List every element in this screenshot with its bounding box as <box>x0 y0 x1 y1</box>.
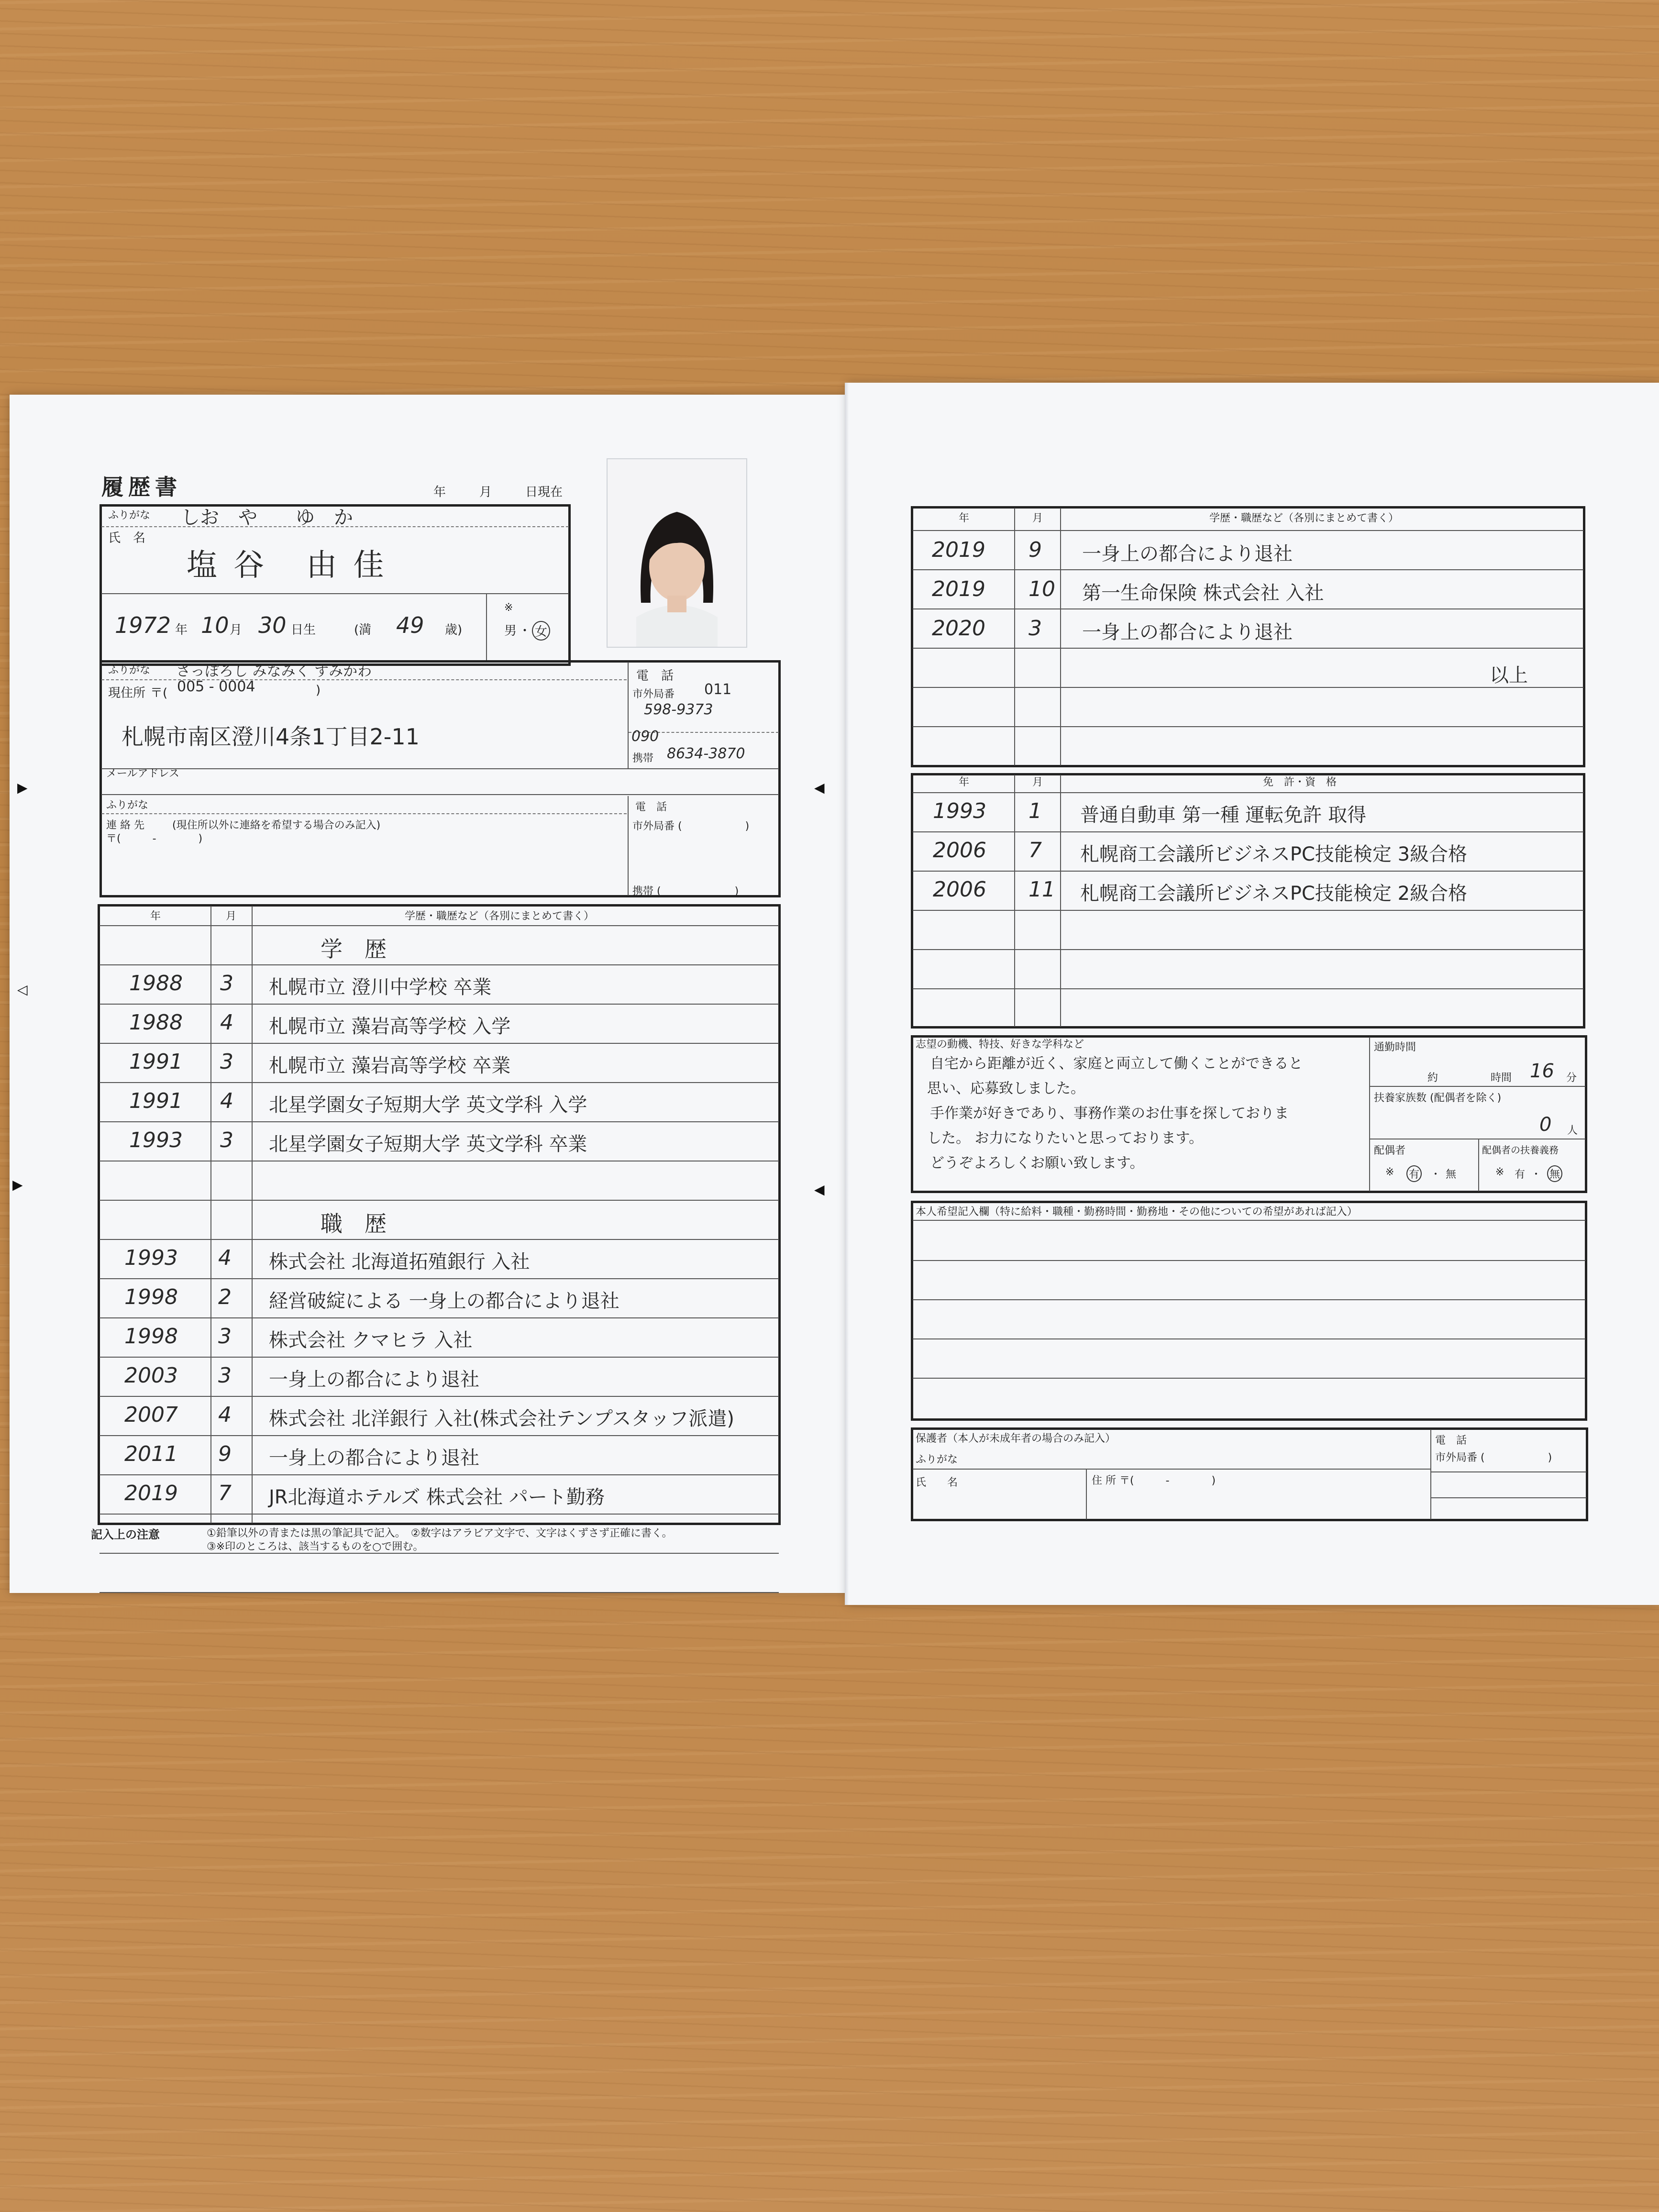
birth-day-suffix: 日生 <box>291 623 316 637</box>
spouse-sep: ・ <box>1430 1169 1441 1181</box>
history-row-line <box>100 1553 779 1554</box>
row-month: 3 <box>1029 616 1042 641</box>
commute-min-unit: 分 <box>1566 1072 1577 1084</box>
notes-line-1: ①鉛筆以外の青または黒の筆記具で記入。 ②数字はアラビア文字で、文字はくずさず正確に書く。 <box>207 1527 673 1539</box>
contact-postal: 〒( - ) <box>106 833 203 845</box>
name-value: 塩谷 由佳 <box>187 548 400 583</box>
notes-line-2: ③※印のところは、該当するものを○で囲む。 <box>207 1541 424 1553</box>
rh-row-line <box>913 726 1583 727</box>
contact-mobile-label: 携帯 ( ) <box>632 885 739 897</box>
history-header-month: 月 <box>226 910 237 922</box>
row-text: 北星学園女子短期大学 英文学科 卒業 <box>269 1133 587 1155</box>
postal-suffix: ) <box>316 683 321 697</box>
history-year-col-divider <box>210 906 211 1523</box>
spouse-label: 配偶者 <box>1374 1145 1406 1157</box>
row-text: 北星学園女子短期大学 英文学科 入学 <box>269 1094 587 1116</box>
lic-header-month: 月 <box>1032 776 1043 788</box>
row-year: 2019 <box>124 1481 178 1505</box>
row-year: 1998 <box>124 1285 178 1309</box>
gender-note: ※ <box>504 602 513 614</box>
lic-header-divider <box>913 792 1583 793</box>
row-year: 2019 <box>932 577 985 601</box>
gender-male: 男 <box>504 624 517 638</box>
rh-header-year: 年 <box>959 512 970 524</box>
history-row-line <box>100 1121 779 1122</box>
phone-number: 598-9373 <box>644 701 713 718</box>
guardian-name-divider <box>1086 1469 1087 1519</box>
history-row-line <box>100 1357 779 1358</box>
contact-label: 連 絡 先 <box>106 819 144 831</box>
motivation-line: どうぞよろしくお願い致します。 <box>930 1155 1144 1172</box>
history-end-mark: 以上 <box>1490 664 1528 686</box>
rh-header-divider <box>913 530 1583 531</box>
birth-month-suffix: 月 <box>230 623 243 637</box>
row-text: 一身上の都合により退社 <box>1082 621 1293 643</box>
motivation-label: 志望の動機、特技、好きな学科など <box>916 1039 1084 1051</box>
history-row-line <box>100 1200 779 1201</box>
row-year: 2019 <box>932 538 985 562</box>
contact-furigana-divider <box>101 813 627 814</box>
row-month: 3 <box>218 1324 232 1349</box>
row-text: 札幌商工会議所ビジネスPC技能検定 3級合格 <box>1080 843 1468 865</box>
address-furigana-label: ふりがな <box>108 664 151 676</box>
lic-row-line <box>913 949 1583 950</box>
birth-day: 30 <box>258 612 287 638</box>
row-text: 株式会社 北洋銀行 入社(株式会社テンプスタッフ派遣) <box>269 1408 735 1430</box>
row-year: 2011 <box>124 1442 178 1466</box>
history-row-line <box>100 1396 779 1397</box>
history-row-line <box>100 1239 779 1240</box>
request-block <box>911 1201 1587 1421</box>
row-text: 株式会社 クマヒラ 入社 <box>269 1329 473 1351</box>
motivation-line: した。 お力になりたいと思っております。 <box>927 1130 1204 1147</box>
resume-title: 履歴書 <box>101 474 182 500</box>
row-month: 7 <box>1029 838 1042 863</box>
row-month: 3 <box>220 1128 233 1152</box>
notes-label: 記入上の注意 <box>91 1528 160 1541</box>
history-row-line <box>100 1278 779 1279</box>
lic-header-desc: 免 許・資 格 <box>1263 776 1337 788</box>
margin-marker-4: ◀ <box>814 780 825 796</box>
guardian-phone-label: 電 話 <box>1435 1435 1467 1447</box>
guardian-area-label: 市外局番 ( ) <box>1435 1452 1552 1464</box>
phone-label: 電 話 <box>636 669 674 683</box>
gender-female-circled: 女 <box>532 621 550 641</box>
margin-marker-2: ◁ <box>17 982 28 997</box>
row-text: 経営破綻による 一身上の都合により退社 <box>269 1290 619 1312</box>
spouse-support-yes: 有 <box>1515 1169 1526 1181</box>
rh-row-line <box>913 608 1583 609</box>
id-photo <box>607 458 747 648</box>
row-year: 1993 <box>124 1246 178 1270</box>
spouse-support-sep: ・ <box>1531 1169 1542 1181</box>
history-row-line <box>100 1435 779 1436</box>
row-month: 4 <box>218 1246 232 1270</box>
guardian-furigana-label: ふりがな <box>916 1454 958 1466</box>
guardian-row-divider <box>913 1469 1430 1470</box>
mobile-label: 携帯 <box>632 752 654 764</box>
furigana-value: しお や ゆ か <box>181 507 353 529</box>
commute-value: 16 <box>1530 1060 1554 1082</box>
row-month: 3 <box>220 971 233 995</box>
row-year: 1993 <box>129 1128 183 1152</box>
row-month: 9 <box>218 1442 232 1466</box>
row-text: 札幌市立 藻岩高等学校 入学 <box>269 1016 511 1038</box>
guardian-address-label: 住 所 〒( - ) <box>1092 1475 1216 1487</box>
birth-year: 1972 <box>115 612 171 638</box>
name-divider <box>101 593 569 594</box>
rh-row-line <box>913 569 1583 570</box>
contact-note: (現住所以外に連絡を希望する場合のみ記入) <box>172 819 381 831</box>
row-month: 7 <box>218 1481 232 1505</box>
row-year: 1993 <box>933 799 986 823</box>
page-fold <box>845 383 849 1605</box>
postal-prefix: 〒( <box>150 686 168 700</box>
request-label: 本人希望記入欄（特に給料・職種・勤務時間・勤務地・その他についての希望があれば記入） <box>916 1206 1358 1218</box>
request-line-3 <box>913 1299 1585 1300</box>
age-prefix: (満 <box>354 623 372 637</box>
history-header-desc: 学歴・職歴など（各別にまとめて書く） <box>405 910 595 922</box>
row-year: 1998 <box>124 1324 178 1349</box>
history-row-line <box>100 1043 779 1044</box>
row-year: 2007 <box>124 1403 178 1427</box>
row-text: 一身上の都合により退社 <box>269 1447 479 1469</box>
guardian-label: 保護者（本人が未成年者の場合のみ記入） <box>916 1433 1116 1445</box>
phone-divider <box>628 662 629 768</box>
row-month: 4 <box>218 1403 232 1427</box>
contact-phone-label: 電 話 <box>635 801 667 813</box>
request-line-5 <box>913 1378 1585 1379</box>
rh-header-desc: 学歴・職歴など（各別にまとめて書く） <box>1209 512 1399 524</box>
motivation-line: 手作業が好きであり、事務作業のお仕事を探しておりま <box>930 1105 1289 1122</box>
motivation-divider <box>1369 1037 1370 1191</box>
spouse-support-no-circled: 無 <box>1547 1165 1562 1182</box>
spouse-yes-circled: 有 <box>1406 1165 1422 1182</box>
request-line-4 <box>913 1338 1585 1339</box>
request-line-2 <box>913 1260 1585 1261</box>
furigana-label: ふりがな <box>108 509 151 521</box>
margin-marker-5: ◀ <box>814 1182 825 1197</box>
row-month: 9 <box>1029 538 1042 562</box>
postal-value: 005 - 0004 <box>177 678 255 695</box>
history-row-line <box>100 1082 779 1083</box>
row-month: 4 <box>220 1089 233 1113</box>
row-month: 3 <box>218 1363 232 1388</box>
history-row-line <box>100 1317 779 1318</box>
history-row-line <box>100 1514 779 1515</box>
email-divider <box>101 768 779 769</box>
lic-row-line <box>913 910 1583 911</box>
dependents-label: 扶養家族数 (配偶者を除く) <box>1374 1092 1502 1104</box>
birth-year-suffix: 年 <box>175 623 188 637</box>
rh-row-line <box>913 687 1583 688</box>
row-text: 札幌市立 澄川中学校 卒業 <box>269 976 492 998</box>
history-row-line <box>100 964 779 965</box>
commute-label: 通勤時間 <box>1374 1041 1416 1053</box>
spouse-support-label: 配偶者の扶養義務 <box>1482 1144 1559 1156</box>
row-month: 11 <box>1029 877 1055 902</box>
row-month: 4 <box>220 1010 233 1035</box>
row-year: 2006 <box>933 838 986 863</box>
guardian-phone-row-divider <box>1431 1471 1586 1472</box>
address-value: 札幌市南区澄川4条1丁目2-11 <box>122 724 420 750</box>
row-text: 一身上の都合により退社 <box>269 1369 479 1391</box>
mobile-number: 8634-3870 <box>667 745 745 762</box>
row-month: 2 <box>218 1285 232 1309</box>
commute-divider <box>1370 1086 1585 1087</box>
contact-furigana-label: ふりがな <box>106 799 149 811</box>
address-label: 現住所 <box>108 686 146 700</box>
row-month: 10 <box>1029 577 1055 601</box>
row-text: 一身上の都合により退社 <box>1082 543 1293 565</box>
lic-header-year: 年 <box>959 776 970 788</box>
history-row-line <box>100 1474 779 1475</box>
row-text: 普通自動車 第一種 運転免許 取得 <box>1080 804 1367 826</box>
motivation-line: 思い、応募致しました。 <box>927 1080 1085 1097</box>
row-year: 1988 <box>129 971 183 995</box>
guardian-phone-row-divider-2 <box>1431 1497 1586 1498</box>
row-text: 札幌市立 藻岩高等学校 卒業 <box>269 1055 511 1077</box>
dependents-value: 0 <box>1539 1114 1552 1136</box>
history-row-line <box>100 1004 779 1005</box>
row-month: 3 <box>220 1050 233 1074</box>
commute-prefix: 約 <box>1427 1072 1438 1084</box>
request-line-1 <box>913 1220 1585 1221</box>
margin-marker-3: ▶ <box>12 1177 23 1193</box>
dependents-unit: 人 <box>1567 1125 1578 1137</box>
education-heading: 学 歴 <box>321 936 387 962</box>
row-text: 第一生命保険 株式会社 入社 <box>1082 582 1324 604</box>
rh-row-line <box>913 648 1583 649</box>
work-heading: 職 歴 <box>321 1211 387 1237</box>
motivation-line: 自宅から距離が近く、家庭と両立して働くことができると <box>930 1055 1303 1072</box>
rh-header-month: 月 <box>1032 512 1043 524</box>
date-month-label: 月 <box>479 485 492 499</box>
phone-area-value: 011 <box>704 681 732 698</box>
spouse-support-note: ※ <box>1495 1166 1504 1178</box>
margin-marker-1: ▶ <box>17 780 28 796</box>
history-row-line <box>100 1592 779 1593</box>
row-text: 札幌商工会議所ビジネスPC技能検定 2級合格 <box>1080 883 1468 905</box>
row-year: 2003 <box>124 1363 178 1388</box>
email-label: メールアドレス <box>106 768 179 780</box>
commute-hour-unit: 時間 <box>1491 1072 1512 1084</box>
gender-divider <box>486 593 487 660</box>
lic-row-line <box>913 988 1583 989</box>
date-year-label: 年 <box>433 485 446 499</box>
age-value: 49 <box>396 612 424 638</box>
row-year: 1991 <box>129 1050 183 1074</box>
phone-area-label: 市外局番 <box>632 688 675 700</box>
mobile-prefix: 090 <box>631 728 659 745</box>
row-year: 2006 <box>933 877 986 902</box>
address-block <box>100 660 781 897</box>
history-header-year: 年 <box>150 910 161 922</box>
row-year: 2020 <box>932 616 985 641</box>
guardian-phone-divider <box>1430 1429 1431 1519</box>
birth-month: 10 <box>201 612 229 638</box>
contact-phone-divider <box>628 796 629 896</box>
gender-sep: ・ <box>519 624 531 638</box>
spouse-note: ※ <box>1385 1166 1394 1178</box>
age-suffix: 歳) <box>445 623 463 637</box>
spouse-no: 無 <box>1446 1169 1457 1181</box>
history-header-divider <box>100 925 779 926</box>
portrait-image <box>608 459 746 647</box>
row-month: 1 <box>1029 799 1042 823</box>
row-text: 株式会社 北海道拓殖銀行 入社 <box>269 1251 530 1273</box>
date-day-label: 日現在 <box>525 485 563 499</box>
history-month-col-divider <box>252 906 253 1523</box>
address-furigana-value: さっぽろし みなみく すみかわ <box>176 663 372 680</box>
row-text: JR北海道ホテルズ 株式会社 パート勤務 <box>269 1486 605 1508</box>
lic-row-line <box>913 871 1583 872</box>
guardian-name-label: 氏 名 <box>916 1477 958 1489</box>
row-year: 1991 <box>129 1089 183 1113</box>
lic-row-line <box>913 831 1583 832</box>
spouse-divider <box>1478 1139 1479 1191</box>
name-label: 氏 名 <box>108 531 146 545</box>
row-year: 1988 <box>129 1010 183 1035</box>
contact-divider <box>101 794 779 795</box>
contact-area-label: 市外局番 ( ) <box>632 820 750 832</box>
